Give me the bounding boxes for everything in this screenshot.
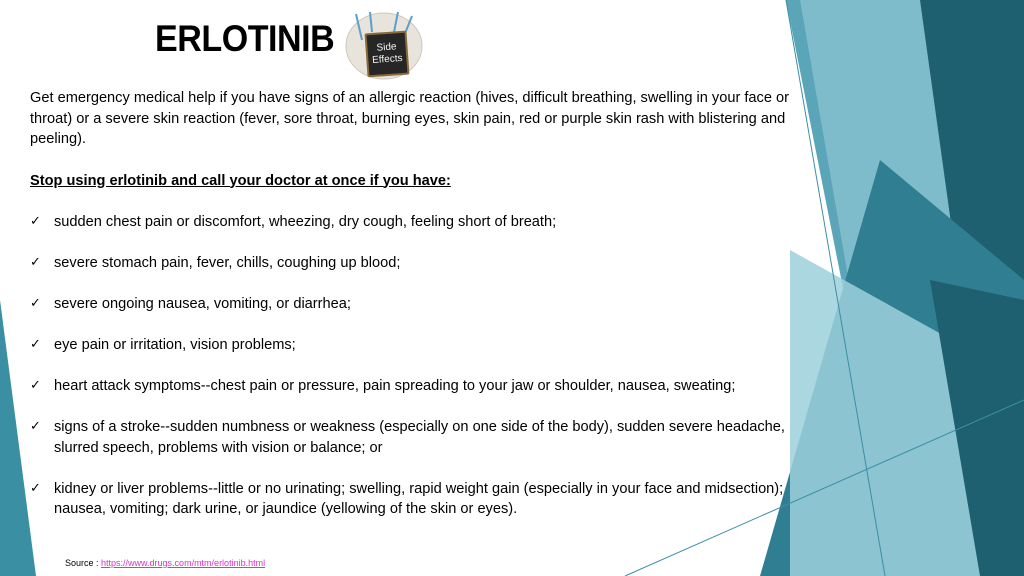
source-link[interactable]: https://www.drugs.com/mtm/erlotinib.html (101, 558, 266, 568)
source-citation (65, 558, 265, 568)
list-item (30, 479, 802, 520)
list-item-text: signs of a stroke--sudden numbness or weakness (especially on one side of the body), sudden severe headache, slurred speech, problems with vision or balance; or (54, 419, 785, 456)
list-item (30, 212, 802, 233)
symptom-list (30, 212, 802, 520)
list-item-text: eye pain or irritation, vision problems; (54, 337, 296, 353)
intro-paragraph: Get emergency medical help if you have signs of an allergic reaction (hives, difficult breathing, swelling in your face or throat) or a severe skin reaction (fever, sore throat, burning eyes, skin pain, red or purple skin rash with blistering and peeling). (30, 90, 789, 147)
checkmark-icon: ✓ (30, 480, 41, 496)
side-effects-badge (344, 10, 424, 80)
badge-line-1: Side (376, 41, 397, 54)
list-item-text: severe ongoing nausea, vomiting, or diarrhea; (54, 296, 351, 312)
list-item (30, 376, 802, 397)
warning-heading: Stop using erlotinib and call your doctor at once if you have: (30, 172, 451, 189)
checkmark-icon: ✓ (30, 419, 41, 434)
checkmark-icon: ✓ (30, 296, 41, 311)
list-item-text: heart attack symptoms--chest pain or pressure, pain spreading to your jaw or shoulder, nausea, sweating; (54, 378, 736, 394)
checkmark-icon: ✓ (30, 214, 41, 229)
list-item-text: sudden chest pain or discomfort, wheezing, dry cough, feeling short of breath; (54, 214, 557, 230)
source-label: Source : (65, 558, 102, 568)
checkmark-icon: ✓ (30, 337, 41, 352)
badge-chalkboard (365, 31, 410, 78)
slide-title: ERLOTINIB (155, 18, 335, 59)
list-item-text: severe stomach pain, fever, chills, coughing up blood; (54, 255, 401, 271)
list-item (30, 294, 802, 315)
checkmark-icon: ✓ (30, 255, 41, 270)
main-content (30, 88, 802, 540)
badge-line-2: Effects (371, 52, 403, 67)
list-item (30, 253, 802, 274)
list-item-text: kidney or liver problems--little or no urinating; swelling, rapid weight gain (especially in your face and midsection); nausea, vomiting; dark urine, or jaundice (yellowing of the skin or eyes). (54, 480, 784, 517)
list-item (30, 335, 802, 356)
list-item (30, 417, 802, 458)
checkmark-icon: ✓ (30, 378, 41, 393)
